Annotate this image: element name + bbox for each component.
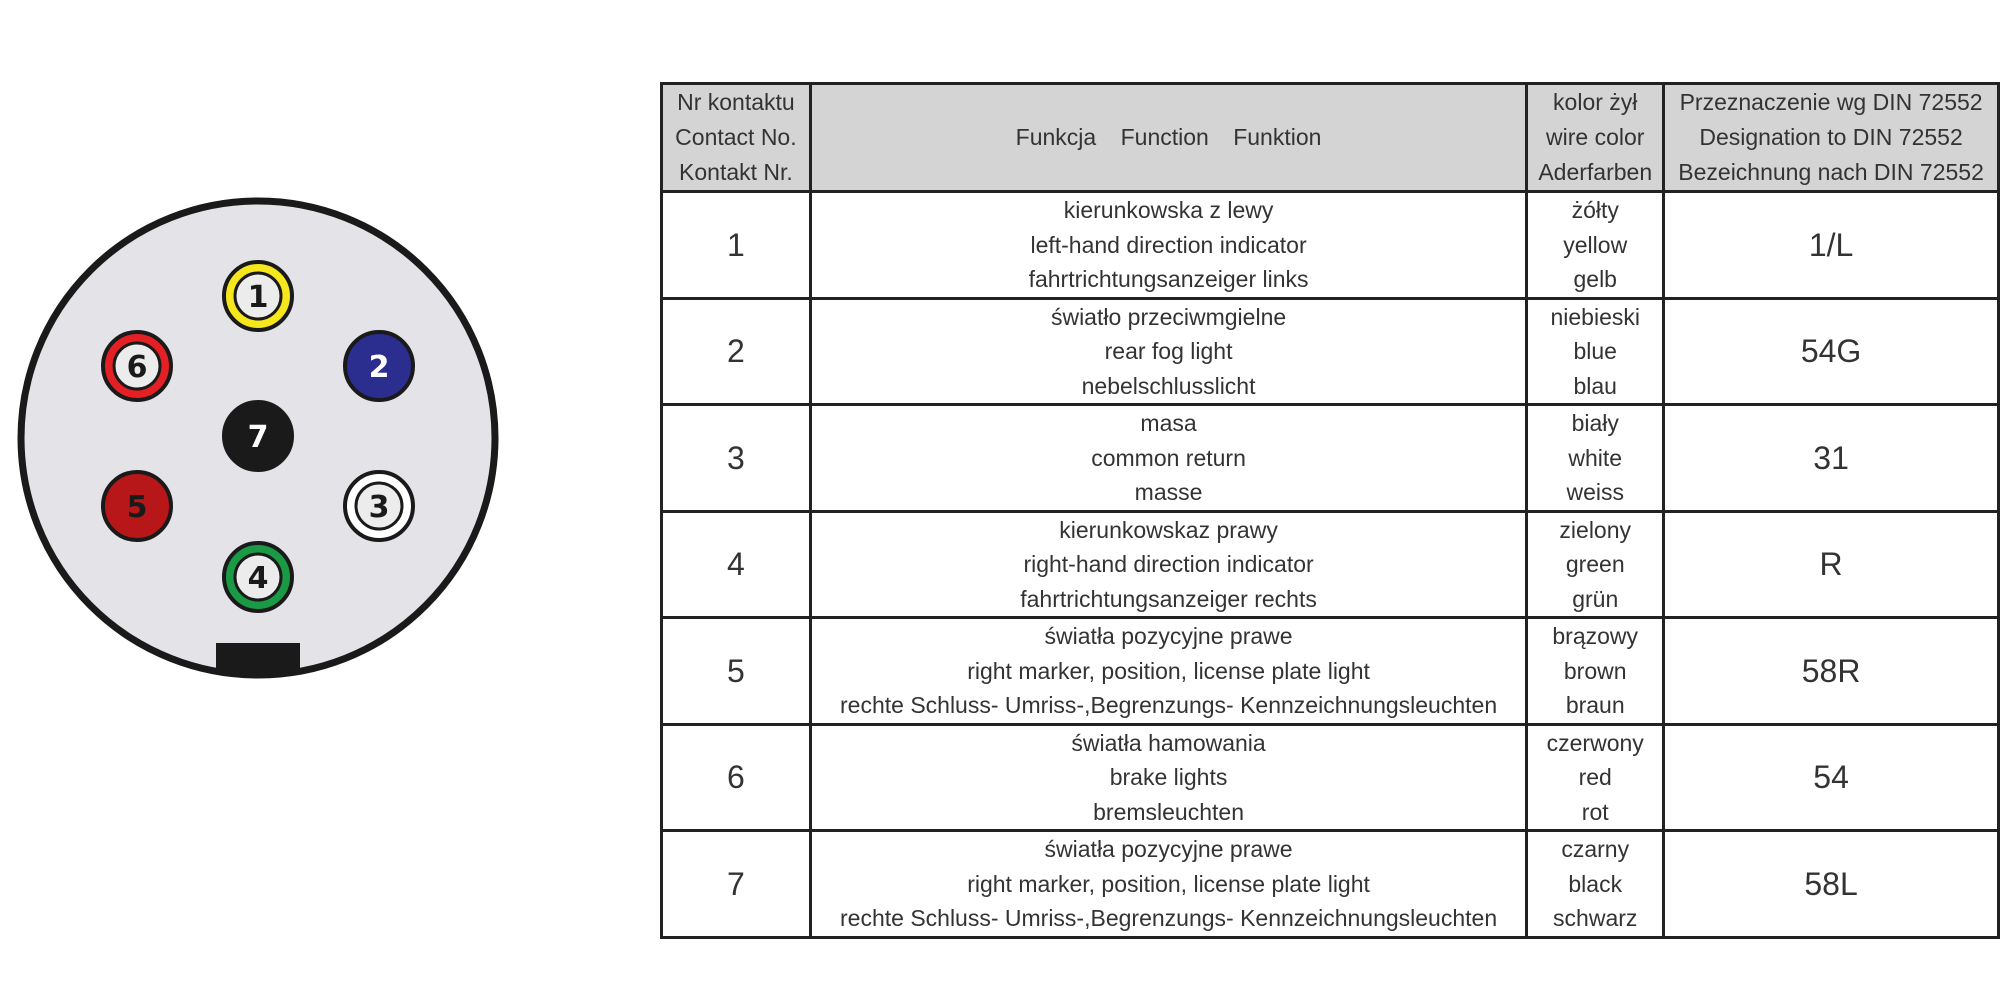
function-pl: światła pozycyjne prawe — [1044, 836, 1293, 862]
function-de: rechte Schluss- Umriss-,Begrenzungs- Kennzeichnungsleuchten — [840, 692, 1498, 718]
contact-number-cell: 5 — [662, 618, 811, 725]
wire-color-cell — [1527, 405, 1664, 512]
pin-4-label: 4 — [247, 561, 269, 596]
wire-color-en: black — [1568, 870, 1623, 897]
wire-color-cell — [1527, 724, 1664, 831]
function-cell — [810, 831, 1526, 938]
wire-color-de: gelb — [1573, 266, 1617, 292]
table-body — [662, 192, 1999, 938]
designation-cell: 31 — [1664, 405, 1999, 512]
header-wire-color-pl: kolor żył — [1553, 89, 1638, 115]
table-row — [662, 511, 1999, 618]
function-cell — [810, 511, 1526, 618]
table-row — [662, 298, 1999, 405]
header-contact-en: Contact No. — [675, 124, 797, 150]
pin-5-label: 5 — [126, 490, 148, 525]
wire-color-pl: czerwony — [1546, 729, 1644, 756]
function-de: nebelschlusslicht — [1081, 372, 1256, 399]
header-function-de: Funktion — [1233, 124, 1322, 150]
function-cell — [810, 298, 1526, 405]
function-cell — [810, 405, 1526, 512]
function-pl: światła hamowania — [1071, 729, 1266, 756]
function-en: common return — [1091, 444, 1246, 471]
designation-cell: 58R — [1664, 618, 1999, 725]
pin-2 — [345, 332, 413, 400]
function-cell — [810, 618, 1526, 725]
header-designation — [1664, 84, 1999, 192]
function-pl: kierunkowska z lewy — [1063, 197, 1274, 223]
wire-color-en: blue — [1573, 338, 1617, 364]
pin-7-label: 7 — [247, 420, 269, 455]
header-designation-de: Bezeichnung nach DIN 72552 — [1678, 159, 1984, 185]
header-contact-de: Kontakt Nr. — [679, 159, 793, 185]
header-designation-en: Designation to DIN 72552 — [1699, 124, 1963, 150]
wire-color-de: blau — [1573, 372, 1617, 399]
wire-color-de: grün — [1572, 585, 1619, 612]
table-row — [662, 618, 1999, 725]
header-wire-color-de: Aderfarben — [1538, 159, 1653, 185]
connector-svg — [0, 0, 520, 700]
header-contact-pl: Nr kontaktu — [677, 89, 795, 115]
pin-4 — [224, 543, 292, 611]
designation-cell: 54G — [1664, 298, 1999, 405]
function-de: masse — [1134, 479, 1203, 505]
wire-color-en: red — [1578, 764, 1612, 790]
wire-color-de: weiss — [1566, 479, 1624, 505]
function-en: rear fog light — [1104, 338, 1233, 364]
wire-color-pl: biały — [1571, 410, 1619, 436]
function-cell — [810, 724, 1526, 831]
connector-key-notch — [216, 643, 300, 673]
wire-color-cell — [1527, 298, 1664, 405]
pin-6 — [103, 332, 171, 400]
wire-color-pl: brązowy — [1552, 623, 1639, 649]
pin-7 — [224, 402, 292, 470]
function-en: brake lights — [1109, 764, 1228, 790]
connector-diagram — [0, 0, 520, 700]
pin-5 — [103, 472, 171, 540]
wire-color-en: green — [1565, 551, 1625, 577]
function-en: right-hand direction indicator — [1023, 551, 1314, 577]
pin-3-label: 3 — [368, 490, 390, 525]
wire-color-en: yellow — [1563, 231, 1628, 258]
pin-2-label: 2 — [368, 350, 390, 385]
table-row — [662, 192, 1999, 299]
function-en: right marker, position, license plate light — [967, 657, 1370, 684]
contact-number-cell: 2 — [662, 298, 811, 405]
function-pl: masa — [1140, 410, 1197, 436]
table-row — [662, 724, 1999, 831]
pin-1-label: 1 — [247, 280, 269, 315]
function-en: right marker, position, license plate light — [967, 870, 1370, 897]
designation-cell: 54 — [1664, 724, 1999, 831]
contact-number-cell: 6 — [662, 724, 811, 831]
header-contact-number — [662, 84, 811, 192]
function-de: fahrtrichtungsanzeiger links — [1028, 266, 1309, 292]
wire-color-cell — [1527, 831, 1664, 938]
wire-color-de: braun — [1565, 692, 1625, 718]
function-de: rechte Schluss- Umriss-,Begrenzungs- Kennzeichnungsleuchten — [840, 905, 1498, 931]
wire-color-de: schwarz — [1553, 905, 1638, 931]
table-row — [662, 831, 1999, 938]
header-function — [810, 84, 1526, 192]
function-pl: kierunkowskaz prawy — [1059, 516, 1278, 543]
pin-3 — [345, 472, 413, 540]
pinout-table-container — [660, 82, 2000, 939]
pinout-table — [660, 82, 2000, 939]
function-de: fahrtrichtungsanzeiger rechts — [1020, 585, 1317, 612]
wire-color-pl: zielony — [1559, 516, 1632, 543]
header-function-en: Function — [1120, 124, 1209, 150]
wire-color-de: rot — [1581, 798, 1609, 825]
header-wire-color-en: wire color — [1546, 124, 1645, 150]
function-cell — [810, 192, 1526, 299]
wire-color-pl: żółty — [1571, 197, 1619, 223]
contact-number-cell: 3 — [662, 405, 811, 512]
wire-color-cell — [1527, 192, 1664, 299]
header-wire-color — [1527, 84, 1664, 192]
table-row — [662, 405, 1999, 512]
header-designation-pl: Przeznaczenie wg DIN 72552 — [1679, 89, 1983, 115]
wire-color-en: white — [1568, 444, 1623, 471]
contact-number-cell: 4 — [662, 511, 811, 618]
wire-color-pl: niebieski — [1550, 303, 1640, 330]
header-function-pl: Funkcja — [1015, 124, 1097, 150]
pin-1 — [224, 262, 292, 330]
function-pl: światła pozycyjne prawe — [1044, 623, 1293, 649]
designation-cell: 1/L — [1664, 192, 1999, 299]
contact-number-cell: 7 — [662, 831, 811, 938]
wire-color-cell — [1527, 618, 1664, 725]
function-pl: światło przeciwmgielne — [1050, 303, 1287, 330]
wire-color-en: brown — [1563, 657, 1627, 684]
designation-cell: 58L — [1664, 831, 1999, 938]
function-de: bremsleuchten — [1093, 798, 1244, 825]
wire-color-cell — [1527, 511, 1664, 618]
function-en: left-hand direction indicator — [1030, 231, 1307, 258]
pin-6-label: 6 — [126, 350, 148, 385]
designation-cell: R — [1664, 511, 1999, 618]
table-header-row — [662, 84, 1999, 192]
contact-number-cell: 1 — [662, 192, 811, 299]
wire-color-pl: czarny — [1561, 836, 1630, 862]
